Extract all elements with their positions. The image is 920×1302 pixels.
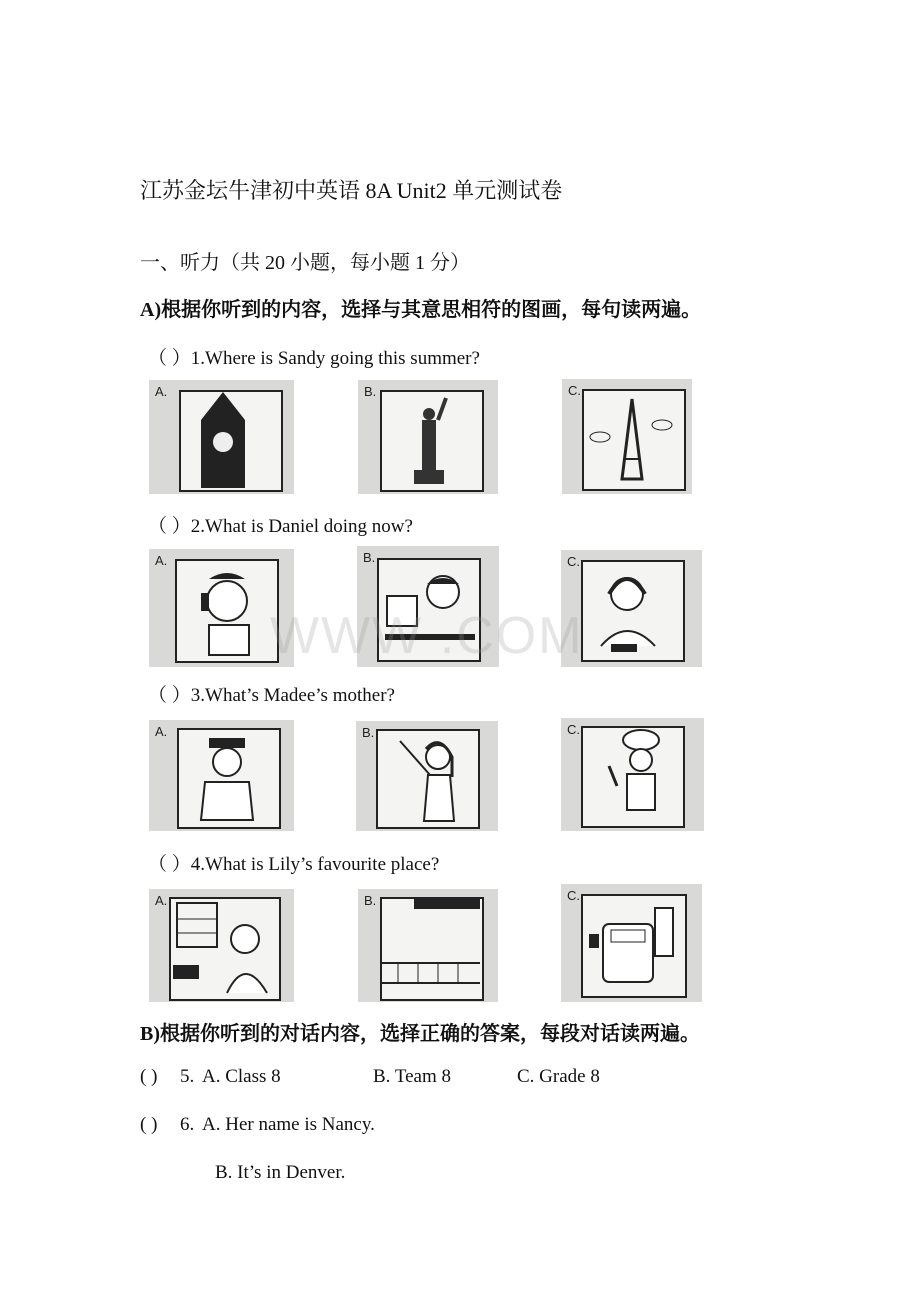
option-c-image[interactable] bbox=[561, 884, 702, 1002]
study-room-icon bbox=[149, 889, 294, 1002]
question-text: 3.What’s Madee’s mother? bbox=[190, 685, 395, 706]
answer-blank[interactable]: ( ) bbox=[140, 1066, 158, 1087]
option-b: B. Team 8 bbox=[373, 1066, 452, 1087]
answer-blank[interactable]: （ ） bbox=[148, 516, 191, 537]
question-4 bbox=[148, 849, 439, 876]
question-text: 4.What is Lily’s favourite place? bbox=[190, 854, 440, 875]
option-a-image[interactable] bbox=[149, 720, 294, 831]
option-label: C. bbox=[568, 383, 581, 398]
teacher-icon bbox=[356, 721, 498, 831]
option-label: B. bbox=[364, 893, 377, 908]
section-listening-heading: 一、听力（共 20 小题，每小题 1 分） bbox=[140, 252, 470, 274]
answer-blank[interactable]: ( ) bbox=[140, 1114, 158, 1135]
postman-icon bbox=[149, 720, 294, 831]
option-label: A. bbox=[155, 724, 168, 739]
question-text: 1.Where is Sandy going this summer? bbox=[190, 348, 480, 369]
eiffel-tower-icon bbox=[562, 379, 692, 494]
option-b-image[interactable] bbox=[358, 889, 498, 1002]
question-1 bbox=[148, 343, 480, 370]
big-ben-icon bbox=[149, 380, 294, 494]
question-2 bbox=[148, 511, 413, 538]
bedroom-icon bbox=[561, 884, 702, 1002]
option-label: C. bbox=[567, 722, 580, 737]
option-label: A. bbox=[155, 384, 168, 399]
option-a-image[interactable] bbox=[149, 889, 294, 1002]
watermark: WWW .COM bbox=[270, 607, 584, 665]
question-number: 6. bbox=[180, 1114, 195, 1135]
option-label: C. bbox=[567, 554, 580, 569]
answer-blank[interactable]: （ ） bbox=[148, 854, 191, 875]
question-3 bbox=[148, 680, 395, 707]
option-b-image[interactable] bbox=[356, 721, 498, 831]
option-b-image[interactable] bbox=[358, 380, 498, 494]
option-c-image[interactable] bbox=[562, 379, 692, 494]
option-label: B. bbox=[362, 725, 375, 740]
part-a-instructions: A)根据你听到的内容，选择与其意思相符的图画，每句读两遍。 bbox=[140, 299, 702, 321]
option-label: B. bbox=[364, 384, 377, 399]
answer-blank[interactable]: （ ） bbox=[148, 348, 191, 369]
cook-icon bbox=[561, 718, 704, 831]
option-label: A. bbox=[155, 893, 168, 908]
option-label: C. bbox=[567, 888, 580, 903]
option-c-image[interactable] bbox=[561, 718, 704, 831]
question-6-option-b: B. It’s in Denver. bbox=[215, 1162, 346, 1183]
option-c: C. Grade 8 bbox=[517, 1066, 600, 1087]
answer-blank[interactable]: （ ） bbox=[148, 685, 191, 706]
question-text: 2.What is Daniel doing now? bbox=[190, 516, 413, 537]
document-title: 江苏金坛牛津初中英语 8A Unit2 单元测试卷 bbox=[140, 178, 563, 203]
option-label: B. bbox=[363, 550, 376, 565]
question-number: 5. bbox=[180, 1066, 195, 1087]
option-a: A. Her name is Nancy. bbox=[202, 1114, 375, 1135]
option-a: A. Class 8 bbox=[202, 1066, 281, 1087]
part-b-instructions: B)根据你听到的对话内容，选择正确的答案，每段对话读两遍。 bbox=[140, 1023, 700, 1045]
balcony-icon bbox=[358, 889, 498, 1002]
statue-of-liberty-icon bbox=[358, 380, 498, 494]
option-label: A. bbox=[155, 553, 168, 568]
option-a-image[interactable] bbox=[149, 380, 294, 494]
